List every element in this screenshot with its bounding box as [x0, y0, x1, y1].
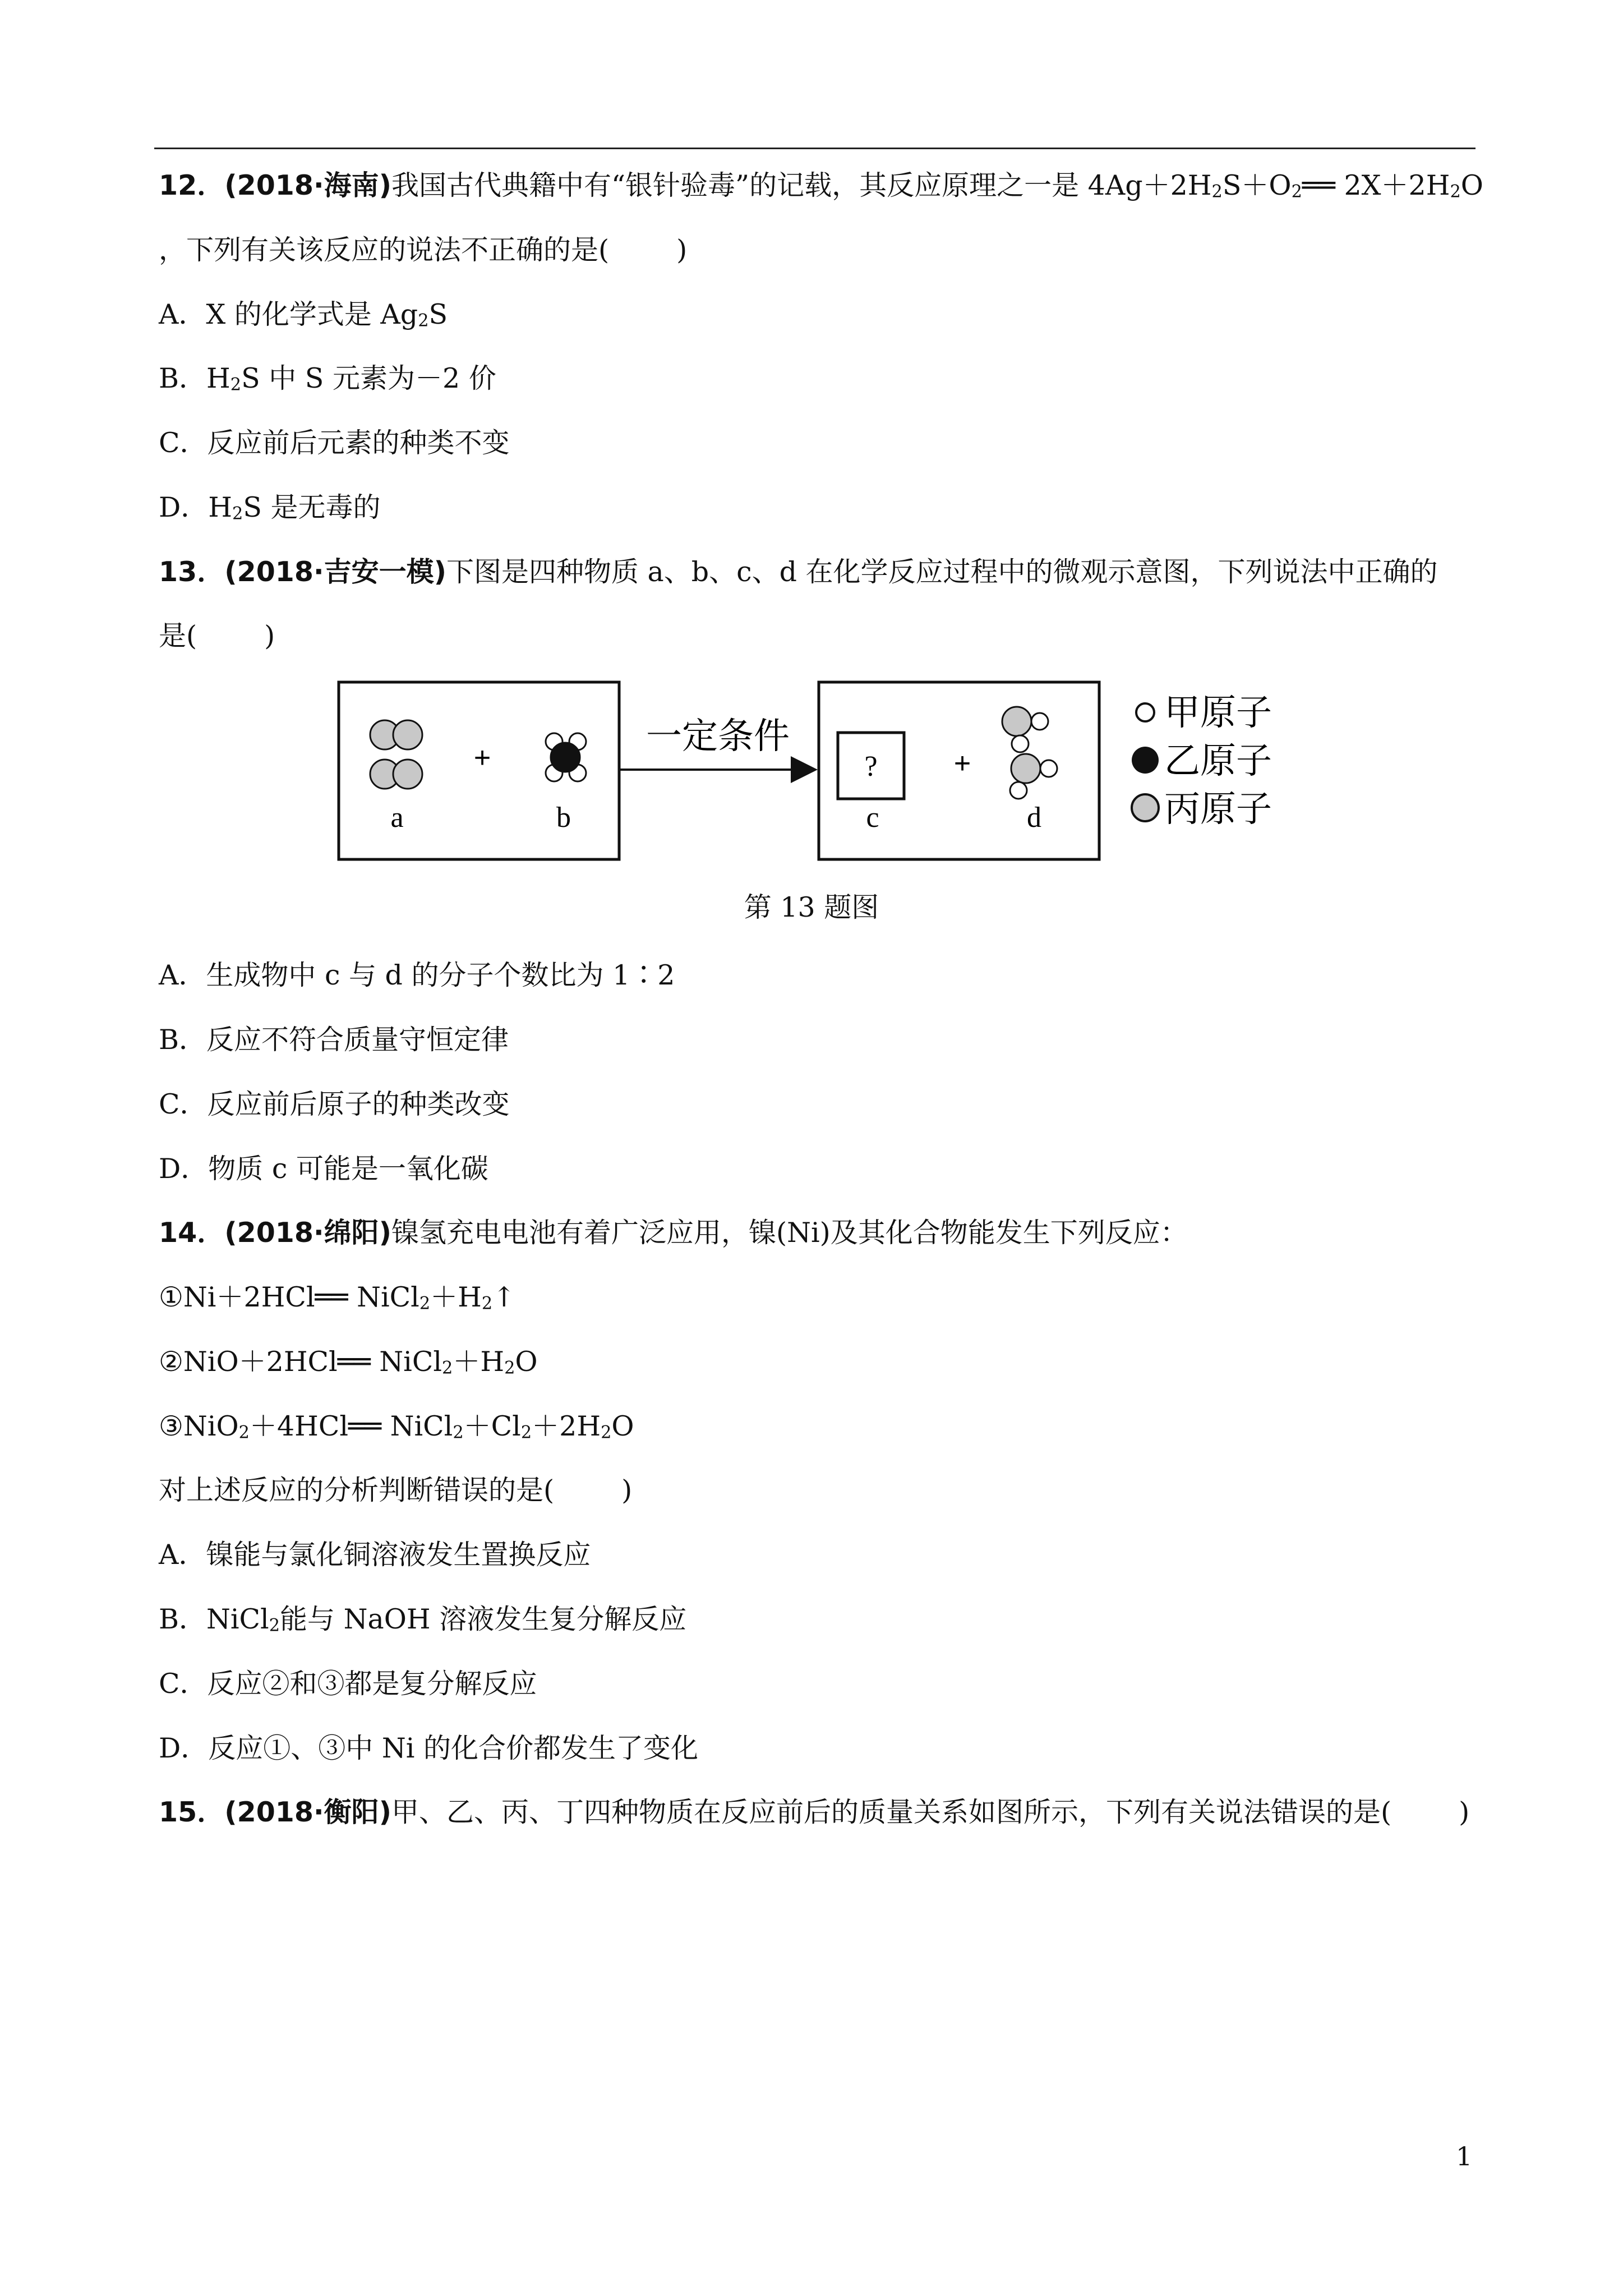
legend	[1132, 692, 1272, 830]
q13-option-d: D．物质 c 可能是一氧化碳	[159, 1153, 488, 1185]
q15-number: 15．	[159, 1796, 225, 1828]
q13-option-a: A．生成物中 c 与 d 的分子个数比为 1∶2	[159, 959, 675, 991]
q12-number: 12．	[159, 169, 225, 201]
q13-stem-line2: 是( )	[159, 620, 275, 652]
q12-option-c: C．反应前后元素的种类不变	[159, 427, 510, 459]
header-rule	[154, 148, 1476, 149]
q14-reaction-1: ①Ni＋2HCl══ $NiCl_2+H_2↑$	[159, 1281, 516, 1314]
q12-option-b: B．$H_2S$ 中 S 元素为－2 价	[159, 362, 496, 395]
label-c: c	[866, 802, 879, 834]
q14-option-b: B．NiCl$_2$能与 NaOH 溶液发生复分解反应	[159, 1603, 687, 1636]
q13-option-c: C．反应前后原子的种类改变	[159, 1088, 510, 1120]
legend-atom-1: 甲原子	[1164, 692, 1272, 734]
legend-atom-2: 乙原子	[1164, 740, 1272, 782]
legend-gray-atom-icon	[1132, 794, 1159, 821]
q14-option-c: C．反应②和③都是复分解反应	[159, 1668, 537, 1700]
unknown-mark: ?	[864, 751, 878, 783]
molecule-d-upper	[1002, 707, 1048, 752]
arrow-condition: 一定条件	[646, 716, 790, 757]
label-a: a	[390, 802, 404, 834]
q14-stem: 14．(2018·绵阳)镍氢充电电池有着广泛应用，镍(Ni)及其化合物能发生下列反应：	[159, 1217, 1188, 1249]
q12-source: (2018·海南)	[224, 169, 391, 201]
q14-option-d: D．反应①、③中 Ni 的化合价都发生了变化	[159, 1732, 698, 1764]
q12-option-a: A．X 的化学式是 $Ag_2S$	[159, 298, 448, 331]
q13-source: (2018·吉安一模)	[224, 556, 446, 588]
page-number: 1	[1456, 2141, 1473, 2171]
q12-stem: 12．(2018·海南)我国古代典籍中有“银针验毒”的记载，其反应原理之一是 $4Ag+2H_2S+O_2══$ $2X+2H_2O$	[159, 169, 1483, 202]
q14-source: (2018·绵阳)	[224, 1217, 391, 1249]
molecule-d-lower	[1010, 754, 1057, 799]
legend-white-atom-icon	[1136, 703, 1154, 721]
label-d: d	[1027, 802, 1041, 834]
reaction-diagram	[335, 672, 1300, 875]
figure-caption: 第 13 题图	[744, 891, 879, 923]
q13-option-b: B．反应不符合质量守恒定律	[159, 1024, 509, 1056]
q15-stem: 15．(2018·衡阳)甲、乙、丙、丁四种物质在反应前后的质量关系如图所示，下列有关说法错误的是( )	[159, 1796, 1470, 1828]
q14-reaction-3: ③NiO$_2$＋4HCl══ $NiCl_2+Cl_2+2H_2O$	[159, 1410, 634, 1443]
legend-atom-3: 丙原子	[1164, 789, 1272, 830]
q14-number: 14．	[159, 1217, 225, 1249]
q15-source: (2018·衡阳)	[224, 1796, 391, 1828]
legend-black-atom-icon	[1132, 747, 1159, 774]
molecule-a	[370, 720, 422, 789]
plus-right: +	[953, 747, 971, 780]
q14-ask: 对上述反应的分析判断错误的是( )	[159, 1474, 633, 1506]
q12-stem-line2: ，下列有关该反应的说法不正确的是( )	[159, 234, 688, 266]
q12-option-d: D．$H_2S$ 是无毒的	[159, 491, 381, 524]
q13-stem: 13．(2018·吉安一模)下图是四种物质 a、b、c、d 在化学反应过程中的微观示意图，下列说法中正确的	[159, 556, 1438, 588]
q14-reaction-2: ②NiO＋2HCl══ $NiCl_2+H_2O$	[159, 1346, 538, 1378]
label-b: b	[556, 802, 571, 834]
q14-option-a: A．镍能与氯化铜溶液发生置换反应	[159, 1539, 591, 1571]
molecule-b	[546, 733, 586, 781]
plus-left: +	[473, 742, 491, 774]
q13-number: 13．	[159, 556, 225, 588]
